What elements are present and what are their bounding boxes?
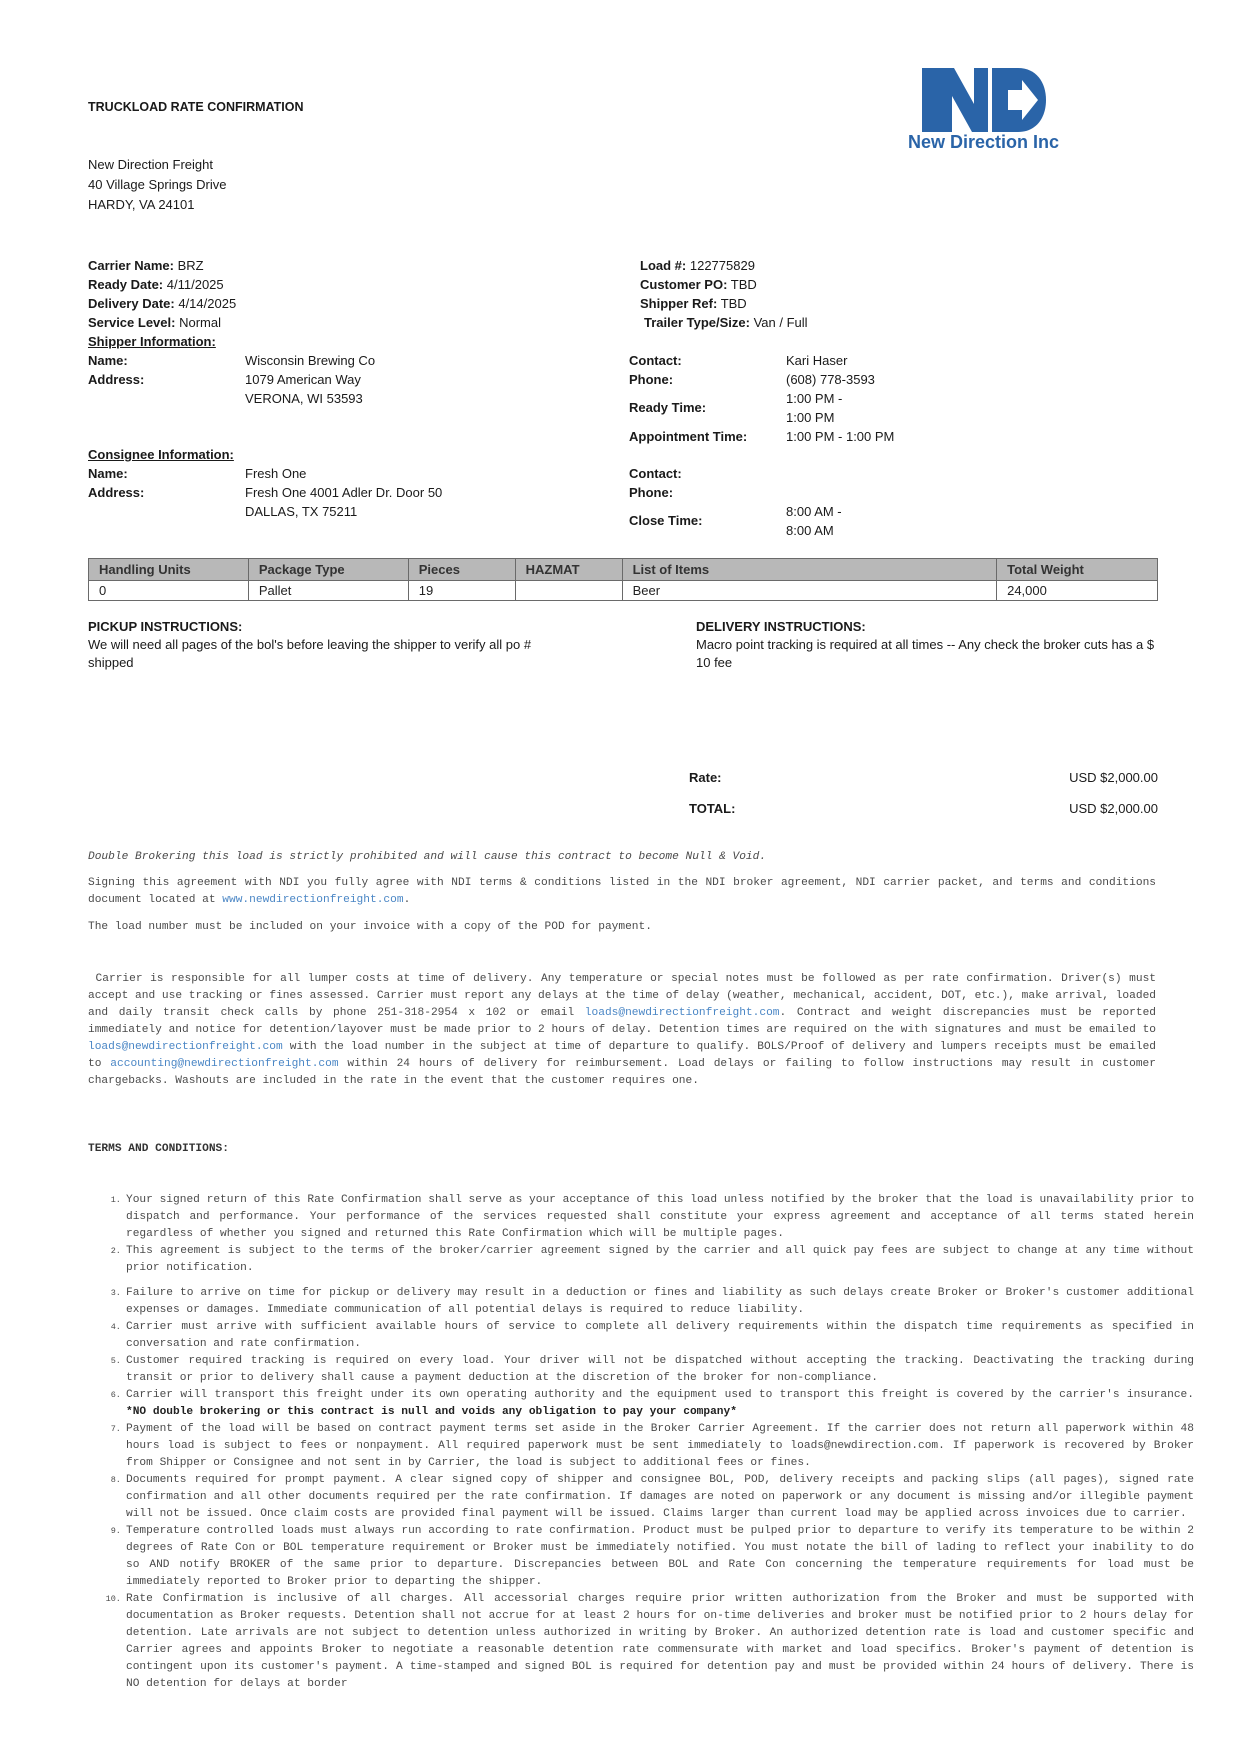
shipper-heading: Shipper Information: [88, 334, 216, 349]
col-list-of-items: List of Items [622, 559, 997, 581]
consignee-address-line1: Fresh One 4001 Adler Dr. Door 50 [245, 485, 443, 500]
shipper-ref-row: Shipper Ref: TBD [640, 296, 747, 311]
term-item: 1. Your signed return of this Rate Confirmation shall serve as your acceptance of this load unless notified by the broker that the load is unavailability prior to dispatch and performance. Your performance of the services requested shall constitute your express agreement and acceptance of all terms stated herein regardless of whether you signed and returned this Rate Confirmation which will be multiple pages. [126, 1192, 1194, 1243]
carrier-responsibility-paragraph: Carrier is responsible for all lumper costs at time of delivery. Any temperature or special notes must be followed as per rate confirmation. Driver(s) must accept and use tracking or fines assessed. Carrier must report any delays at the time of delay (weather, mechanical, accident, DOT, etc.), make arrival, loaded and daily transit check calls by phone 251-318-2954 x 102 or email loads@newdirectionfreight.com. Contract and weight discrepancies must be reported immediately and notice for detention/layover must be made prior to 2 hours of delay. Detention times are required on the with signatures and must be emailed to loads@newdirectionfreight.com with the load number in the subject at time of departure to qualify. BOLS/Proof of delivery and lumpers receipts must be emailed to accounting@newdirectionfreight.com within 24 hours of delivery for reimbursement. Load delays or failing to follow instructions may result in customer chargebacks. Washouts are included in the rate in the event that the customer requires one. [88, 973, 1163, 1087]
shipper-name-label: Name: [88, 353, 128, 368]
carrier-name-row: Carrier Name: BRZ [88, 258, 204, 273]
cell-handling-units: 0 [89, 581, 249, 601]
pickup-instructions-heading: PICKUP INSTRUCTIONS: [88, 619, 243, 634]
customer-po-row: Customer PO: TBD [640, 277, 757, 292]
shipper-address-line1: 1079 American Way [245, 372, 361, 387]
ready-time-label: Ready Time: [629, 400, 707, 415]
items-table-header [89, 559, 1158, 581]
broker-name: New Direction Freight [88, 157, 213, 172]
broker-city: HARDY, VA 24101 [88, 197, 195, 212]
agreement-notice: Signing this agreement with NDI you fully agree with NDI terms & conditions listed in the NDI broker agreement, NDI carrier packet, and terms and conditions document located at www.newdirectionfreight.com. [88, 877, 1156, 906]
loads-email-link[interactable]: loads@newdirectionfreight.com [584, 1007, 780, 1019]
cell-list-of-items: Beer [622, 581, 997, 601]
pickup-instructions-text: We will need all pages of the bol's before leaving the shipper to verify all po # shipped [88, 637, 532, 670]
broker-address-block [88, 155, 227, 215]
cell-hazmat [515, 581, 622, 601]
term-item: 8. Documents required for prompt payment. A clear signed copy of shipper and consignee BOL, POD, delivery receipts and packing slips (all pages), signed rate confirmation and all other documents required per the rate confirmation. If damages are noted on paperwork or any document is missing and/or illegible payment will not be issued. Once claim costs are provided final payment will be issued. Claims larger than current load may be applied across invoices due to carrier. [126, 1472, 1194, 1523]
ready-time-start: 1:00 PM - [786, 391, 843, 406]
col-hazmat: HAZMAT [515, 559, 622, 581]
term-item: 2. This agreement is subject to the terms of the broker/carrier agreement signed by the carrier and all quick pay fees are subject to change at any time without prior notification. [126, 1243, 1194, 1277]
col-handling-units: Handling Units [89, 559, 249, 581]
term-item: 3. Failure to arrive on time for pickup or delivery may result in a deduction or fines and liability as such delays create Broker or Broker's customer additional expenses or damages. Immediate communication of all potential delays is required to reduce liability. [126, 1285, 1194, 1319]
invoice-notice: The load number must be included on your invoice with a copy of the POD for payment. [88, 921, 652, 933]
col-pieces: Pieces [408, 559, 515, 581]
total-label: TOTAL: [689, 801, 736, 816]
double-brokering-notice: Double Brokering this load is strictly prohibited and will cause this contract to become Null & Void. [88, 851, 767, 863]
term-item: 6. Carrier will transport this freight under its own operating authority and the equipment used to transport this freight is covered by the carrier's insurance. *NO double brokering or this contract is null and voids any obligation to pay your company* [126, 1387, 1194, 1421]
document-title: TRUCKLOAD RATE CONFIRMATION [88, 100, 304, 114]
nd-logo-icon [922, 68, 1046, 132]
delivery-instructions-text: Macro point tracking is required at all times -- Any check the broker cuts has a $ 10 fee [696, 637, 1155, 670]
load-info-right [640, 256, 808, 332]
shipper-address-line2: VERONA, WI 53593 [245, 391, 363, 406]
load-number-row: Load #: 122775829 [640, 258, 755, 273]
close-time-start: 8:00 AM - [786, 504, 842, 519]
shipper-contact: Kari Haser [786, 353, 848, 368]
delivery-instructions-heading: DELIVERY INSTRUCTIONS: [696, 619, 866, 634]
terms-heading: TERMS AND CONDITIONS: [88, 1143, 229, 1155]
items-table [88, 558, 1158, 601]
term-item: 7. Payment of the load will be based on contract payment terms set aside in the Broker Carrier Agreement. If the carrier does not return all paperwork within 48 hours load is subject to fees or nonpayment. All required paperwork must be sent immediately to loads@newdirection.com. If paperwork is recovered by Broker from Shipper or Consignee and not sent in by Carrier, the load is subject to additional fees or fines. [126, 1421, 1194, 1472]
term-item: 5. Customer required tracking is required on every load. Your driver will not be dispatched without accepting the tracking. Deactivating the tracking during transit or prior to delivery shall cause a payment deduction at the discretion of the broker for non-compliance. [126, 1353, 1194, 1387]
appointment-time-label: Appointment Time: [629, 429, 748, 444]
cell-total-weight: 24,000 [997, 581, 1158, 601]
accounting-email-link[interactable]: accounting@newdirectionfreight.com [110, 1058, 339, 1070]
website-link[interactable]: www.newdirectionfreight.com [222, 894, 404, 906]
rate-value: USD $2,000.00 [1069, 770, 1158, 785]
term-item: 10. Rate Confirmation is inclusive of all charges. All accessorial charges require prior written authorization from the Broker and must be supported with documentation as Broker requests. Detention shall not accrue for at least 2 hours for on-time deliveries and broker must be notified prior to 2 hours delay for detention. Late arrivals are not subject to detention unless authorized in writing by Broker. An authorized detention rate is load and customer specific and Carrier agrees and appoints Broker to negotiate a reasonable detention rate commensurate with market and load specifics. Broker's payment of detention is contingent upon its customer's payment. A time-stamped and signed BOL is required for detention pay and must be provided within 24 hours of delivery. There is NO detention for delays at border [126, 1591, 1194, 1693]
cell-pieces: 19 [408, 581, 515, 601]
cell-package-type: Pallet [248, 581, 408, 601]
consignee-address-line2: DALLAS, TX 75211 [245, 504, 358, 519]
consignee-contact-label: Contact: [629, 466, 682, 481]
col-package-type: Package Type [248, 559, 408, 581]
service-level-row: Service Level: Normal [88, 315, 221, 330]
col-total-weight: Total Weight [997, 559, 1158, 581]
term-item: 9. Temperature controlled loads must always run according to rate confirmation. Product must be pulped prior to departure to verify its temperature to be within 2 degrees of Rate Con or BOL temperature requirement or Broker must be immediately notified. You must notate the bill of lading to reflect your inability to do so AND notify BROKER of the same prior to departure. Discrepancies between BOL and Rate Con concerning the temperature requirements for load must be immediately reported to Broker prior to departing the shipper. [126, 1523, 1194, 1591]
consignee-address-label: Address: [88, 485, 145, 500]
shipper-address-label: Address: [88, 372, 145, 387]
ready-time-end: 1:00 PM [786, 410, 835, 425]
shipper-phone: (608) 778-3593 [786, 372, 875, 387]
appointment-time: 1:00 PM - 1:00 PM [786, 429, 895, 444]
total-value: USD $2,000.00 [1069, 801, 1158, 816]
consignee-phone-label: Phone: [629, 485, 674, 500]
consignee-heading: Consignee Information: [88, 447, 234, 462]
load-info-left [88, 256, 236, 332]
table-row [89, 581, 1158, 601]
shipper-phone-label: Phone: [629, 372, 674, 387]
no-double-brokering-warning: *NO double brokering or this contract is null and voids any obligation to pay your company* [126, 1406, 737, 1418]
ready-date-row: Ready Date: 4/11/2025 [88, 277, 224, 292]
logo-wordmark: New Direction Inc [908, 132, 1060, 152]
consignee-name-label: Name: [88, 466, 128, 481]
term-item: 4. Carrier must arrive with sufficient available hours of service to complete all delivery requirements within the dispatch time requirements as specified in conversation and rate confirmation. [126, 1319, 1194, 1353]
trailer-type-row: Trailer Type/Size: Van / Full [644, 315, 808, 330]
close-time-label: Close Time: [629, 513, 703, 528]
rate-label: Rate: [689, 770, 722, 785]
shipper-contact-label: Contact: [629, 353, 682, 368]
terms-list [88, 1192, 1194, 1693]
consignee-name: Fresh One [245, 466, 307, 481]
shipper-name: Wisconsin Brewing Co [245, 353, 376, 368]
broker-street: 40 Village Springs Drive [88, 177, 227, 192]
loads-email-link-2[interactable]: loads@newdirectionfreight.com [88, 1041, 283, 1053]
close-time-end: 8:00 AM [786, 523, 834, 538]
company-logo [908, 68, 1060, 154]
delivery-date-row: Delivery Date: 4/14/2025 [88, 296, 237, 311]
